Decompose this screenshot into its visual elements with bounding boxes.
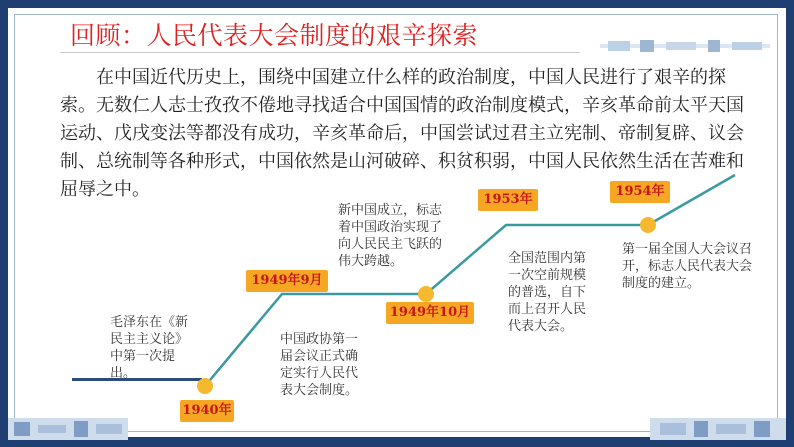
year-label-1949-9: 1949年9月 [246, 270, 328, 292]
event-caption-1953: 全国范围内第一次空前规模的普选，自下而上召开人民代表大会。 [508, 251, 587, 334]
timeline-dot-1953 [639, 216, 657, 234]
year-label-1953: 1953年 [478, 189, 538, 211]
event-caption-1940: 毛泽东在《新民主主义论》中第一次提出。 [110, 315, 189, 381]
year-label-1940: 1940年 [180, 400, 234, 422]
event-caption-1954: 第一届全国人大会议召开，标志人民代表大会制度的建立。 [622, 242, 753, 291]
year-label-1949-10: 1949年10月 [386, 302, 474, 324]
slide-title: 回顾：人民代表大会制度的艰辛探索 [70, 21, 479, 50]
timeline-dot-1949-10 [417, 285, 435, 303]
intro-paragraph: 在中国近代历史上，围绕中国建立什么样的政治制度，中国人民进行了艰辛的探索。无数仁人志士孜孜不倦地寻找适合中国国情的政治制度模式，辛亥革命前太平天国运动、戊戌变法等都没有成功，辛亥革命后，中国尝试过君主立宪制、帝制复辟、议会制、总统制等各种形式，中国依然是山河破碎、积贫积弱，中国人民依然生活在苦难和屈辱之中。 [60, 67, 744, 200]
timeline-dot-1940 [196, 377, 214, 395]
event-caption-1949-9: 中国政协第一届会议正式确定实行人民代表大会制度。 [280, 332, 359, 398]
event-caption-1949-10: 新中国成立，标志着中国政治实现了向人民民主飞跃的伟大跨越。 [338, 203, 443, 269]
year-label-1954: 1954年 [610, 181, 670, 203]
